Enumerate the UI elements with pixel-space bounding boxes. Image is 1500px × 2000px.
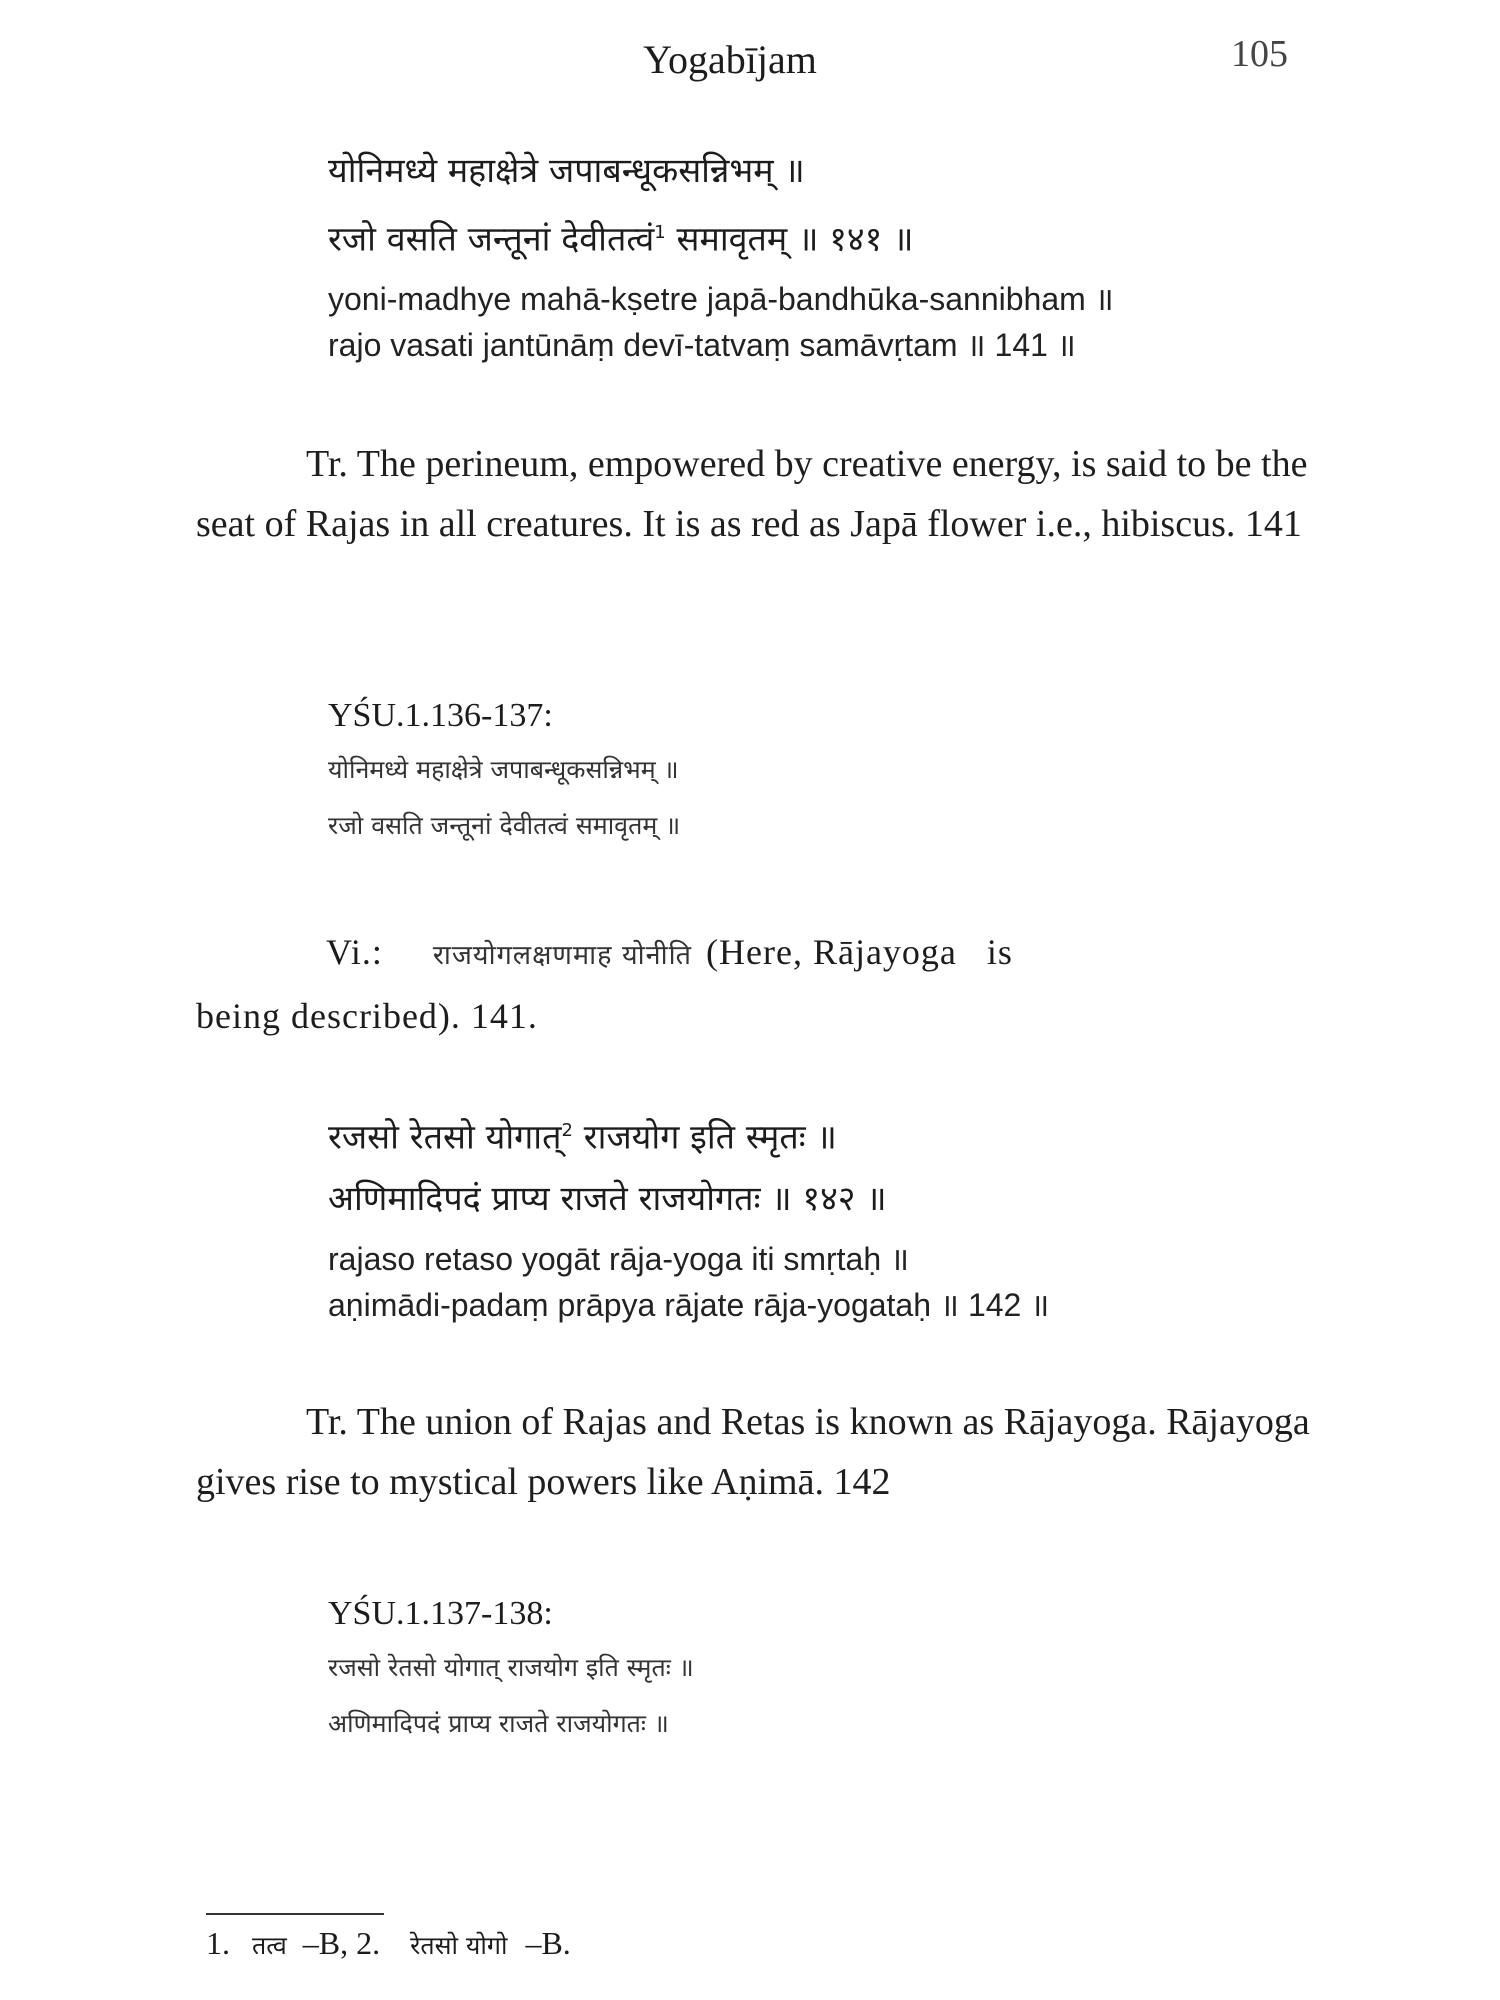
translation-142-text: Tr. The union of Rajas and Retas is known as Rājayoga. Rājayoga gives rise to mystical powers like Aṇimā. 142 xyxy=(196,1401,1310,1503)
footnote-rule xyxy=(206,1913,384,1915)
verse-142-devanagari-line-2: अणिमादिपदं प्राप्य राजते राजयोगतः ॥ १४२ ॥ xyxy=(328,1179,887,1220)
verse-142-devanagari-line-1 xyxy=(328,1100,1328,1168)
commentary-141 xyxy=(196,922,1316,1046)
page-header xyxy=(0,33,1500,96)
translation-141-text: Tr. The perineum, empowered by creative energy, is said to be the seat of Rajas in all creatures. It is as red as Japā flower i.e., hibiscus. 141 xyxy=(196,443,1308,545)
verse-141 xyxy=(328,140,1328,368)
verse-142-transliteration-line-2: aṇimādi-padaṃ prāpya rājate rāja-yogataḥ ॥ 142 ॥ xyxy=(328,1287,1050,1324)
verse-141-devanagari-line-2-end: समावृतम् ॥ १४१ ॥ xyxy=(665,219,914,260)
commentary-text-c: being described). 141. xyxy=(196,996,538,1036)
verse-141-devanagari-line-2-start: रजो वसति जन्तूनां देवीतत्वं xyxy=(328,219,655,260)
commentary-label: Vi.: xyxy=(326,932,383,972)
verse-141-transliteration-line-1: yoni-madhye mahā-kṣetre japā-bandhūka-sannibham ॥ xyxy=(328,281,1114,318)
translation-141 xyxy=(196,434,1316,554)
page-number: 105 xyxy=(1231,33,1288,75)
reference-141 xyxy=(328,690,1328,854)
reference-142-line-1: रजसो रेतसो योगात् राजयोग इति स्मृतः ॥ xyxy=(328,1653,694,1682)
verse-142-devanagari-line-1-start: रजसो रेतसो योगात् xyxy=(328,1117,562,1158)
footnote-marker-1: 1 xyxy=(654,222,666,243)
footnote-marker-2: 2 xyxy=(561,1120,573,1141)
footnote-2-source: –B. xyxy=(525,1925,571,1961)
reference-141-line-2: रजो वसति जन्तूनां देवीतत्वं समावृतम् ॥ xyxy=(328,811,681,840)
verse-141-devanagari-line-2 xyxy=(328,202,1328,270)
verse-141-devanagari-line-1: योनिमध्ये महाक्षेत्रे जपाबन्धूकसन्निभम् ॥ xyxy=(328,151,805,191)
footnotes xyxy=(206,1920,571,1969)
footnote-1-variant: तत्व xyxy=(252,1931,287,1960)
reference-142-line-2: अणिमादिपदं प्राप्य राजते राजयोगतः ॥ xyxy=(328,1709,669,1738)
verse-142-transliteration-line-1: rajaso retaso yogāt rāja-yoga iti smṛtaḥ ॥ xyxy=(328,1241,910,1278)
footnote-2-variant: रेतसो योगो xyxy=(410,1931,508,1960)
commentary-text-b: is xyxy=(986,932,1013,972)
footnote-1-source-and-2-number: –B, 2. xyxy=(302,1925,381,1961)
verse-142-devanagari-line-1-end: राजयोग इति स्मृतः ॥ xyxy=(572,1117,837,1158)
verse-141-transliteration-line-2: rajo vasati jantūnāṃ devī-tatvaṃ samāvṛtam ॥ 141 ॥ xyxy=(328,327,1076,364)
commentary-devanagari: राजयोगलक्षणमाह योनीति xyxy=(432,940,693,971)
reference-142 xyxy=(328,1588,1328,1752)
footnote-1-number: 1. xyxy=(206,1925,230,1961)
reference-141-line-1: योनिमध्ये महाक्षेत्रे जपाबन्धूकसन्निभम् ॥ xyxy=(328,755,679,784)
running-title: Yogabījam xyxy=(643,37,817,82)
reference-142-heading: YŚU.1.137-138: xyxy=(328,1595,553,1632)
commentary-text-a: (Here, Rājayoga xyxy=(706,932,957,972)
reference-141-heading: YŚU.1.136-137: xyxy=(328,697,553,734)
verse-142 xyxy=(328,1100,1328,1328)
translation-142 xyxy=(196,1392,1316,1512)
